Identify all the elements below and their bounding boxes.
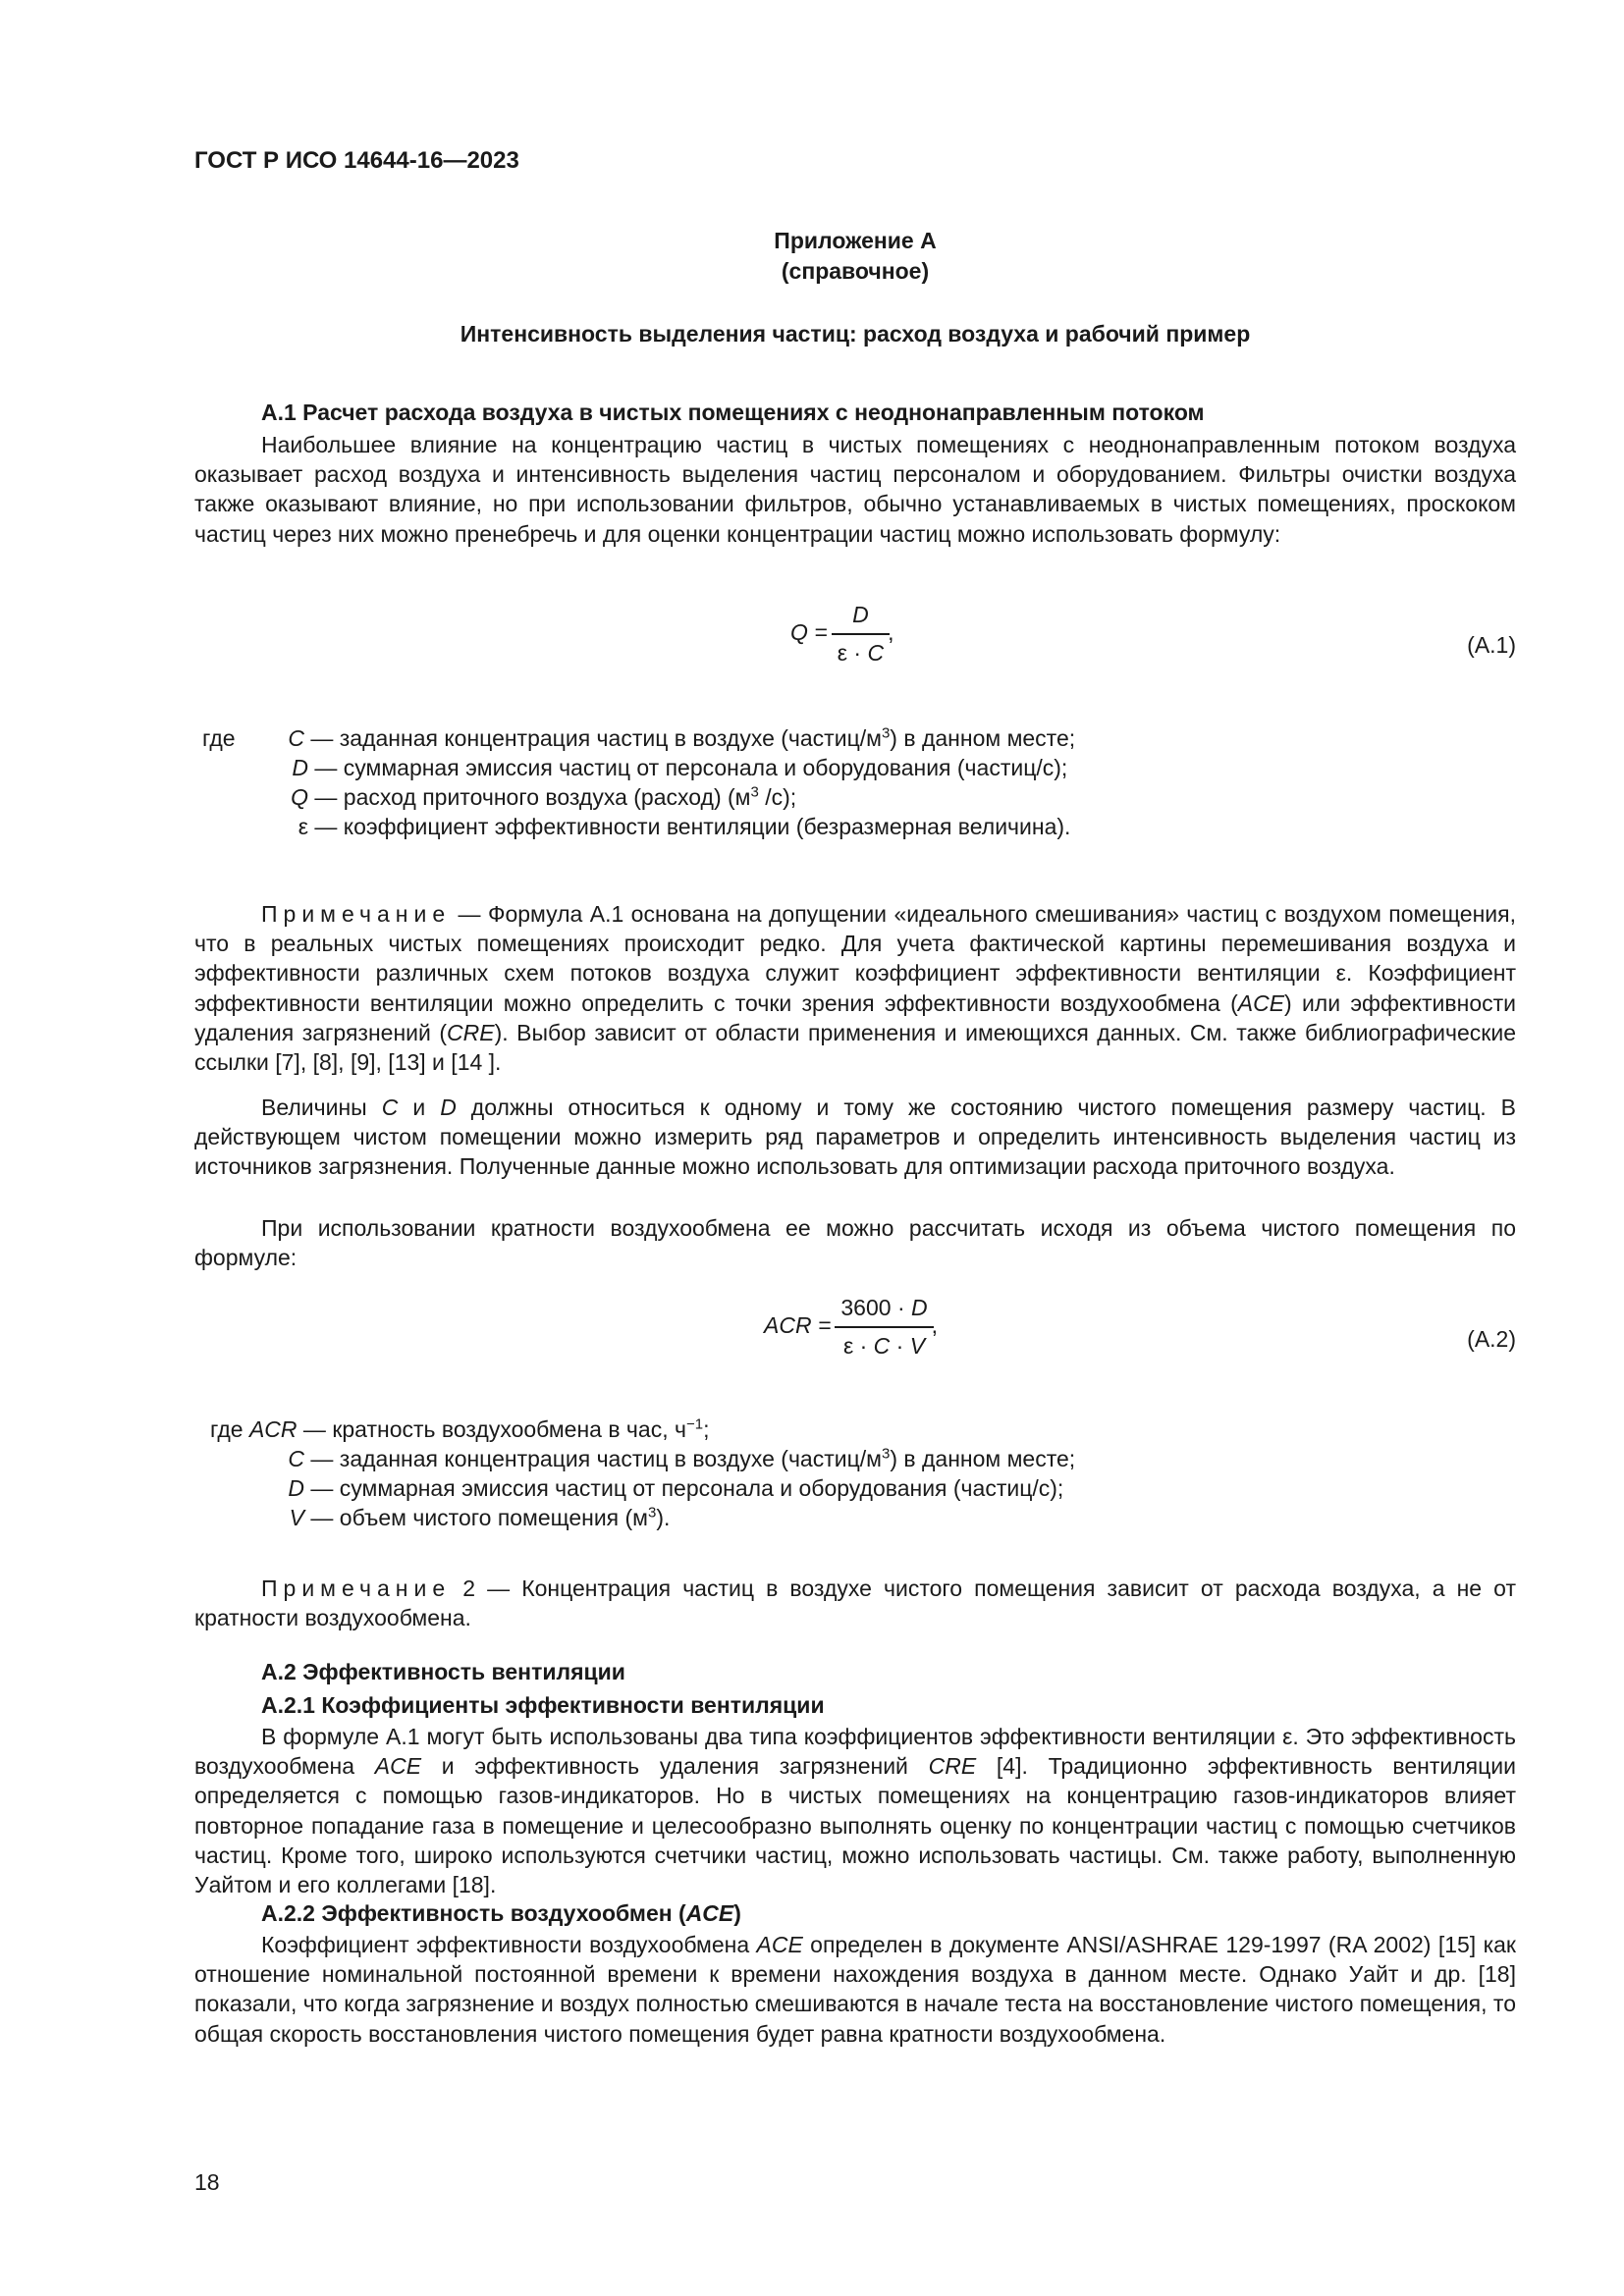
paragraph-acr: При использовании кратности воздухообмена ее можно рассчитать исходя из объема чистого помещения по формуле: [194, 1215, 1516, 1271]
where1-item-epsilon: ε — коэффициент эффективности вентиляции (безразмерная величина). [298, 814, 1071, 839]
note-2: Примечание 2 — Концентрация частиц в воздухе чистого помещения зависит от расхода воздуха, а не от кратности воздухообмена. [194, 1575, 1517, 1631]
where2-item-v: V — объем чистого помещения $(м^3)$. [289, 1504, 671, 1530]
page-number: 18 [194, 2169, 220, 2195]
formula-a2-number: (А.2) [1467, 1326, 1516, 1352]
section-a2-heading: А.2 Эффективность вентиляции [261, 1659, 625, 1684]
formula-a2-fraction: $\frac{3600 \cdot D}{\varepsilon \cdot C \cdot V}$ [835, 1295, 933, 1360]
note-1-label: Примечание [261, 901, 452, 927]
section-a22-paragraph: Коэффициент эффективности воздухообмена ACE определен в документе ANSI/ASHRAE 129-1997 (RA 2002) [15] как отношение номинальной постоянной времени к времени нахождения воздуха в данном месте. Однако Уайт и др. [18] показали, что когда загрязнение и воздух полностью смешиваются в начале теста на восстановление чистого помещения, то общая скорость восстановления чистого помещения будет равна кратности воздухообмена. [194, 1932, 1516, 2047]
where1-item-q: Q — расход приточного воздуха (расход) ($м^3$ /с); [291, 783, 797, 810]
where-list-2 [210, 1415, 1075, 1532]
where1-item-d: D — суммарная эмиссия частиц от персонала и оборудования (частиц/с); [292, 755, 1068, 780]
annex-title: Приложение А [774, 228, 937, 253]
section-a21-paragraph: В формуле А.1 могут быть использованы два типа коэффициентов эффективности вентиляции ε. Это эффективность воздухообмена ACE и эффективность удаления загрязнений CRE [4]. Традиционно эффективность вентиляции определяется с помощью газов-индикаторов. Но в чистых помещениях на концентрацию газов-индикаторов влияет повторное попадание газа в помещение и целесообразно выполнять оценку по концентрации частиц с помощью счетчиков частиц. Кроме того, широко используются счетчики частиц, можно использовать частицы. См. также работу, выполненную Уайтом и его коллегами [18]. [194, 1724, 1516, 1898]
section-a1-paragraph: Наибольшее влияние на концентрацию частиц в чистых помещениях с неоднонаправленным потоком воздуха оказывает расход воздуха и интенсивность выделения частиц персоналом и оборудованием. Фильтры очистки воздуха также оказывают влияние, но при использовании фильтров, обычно устанавливаемых в чистых помещениях, проскоком частиц через них можно пренебречь и для оценки концентрации частиц можно использовать формулу: [194, 432, 1516, 547]
where-list-1 [202, 723, 1075, 841]
paragraph-c-d: Величины C и D должны относиться к одному и тому же состоянию чистого помещения размеру частиц. В действующем чистом помещении можно измерить ряд параметров и определить интенсивность выделения частиц из источников загрязнения. Полученные данные можно использовать для оптимизации расхода приточного воздуха. [194, 1095, 1516, 1180]
standard-designation: ГОСТ Р ИСО 14644-16—2023 [194, 147, 519, 174]
formula-a1-number: (А.1) [1467, 632, 1516, 658]
formula-a2: ACR = $\frac{3600 \cdot D}{\varepsilon \cdot C \cdot V}$ , [764, 1295, 939, 1359]
section-a22-heading: А.2.2 Эффективность воздухообмен (ACE) [261, 1900, 741, 1926]
section-a21-heading: А.2.1 Коэффициенты эффективности вентиляции [261, 1692, 825, 1718]
note-1: Примечание — Формула А.1 основана на допущении «идеального смешивания» частиц с воздухом помещения, что в реальных чистых помещениях происходит редко. Для учета фактической картины перемешивания воздуха и эффективности различных схем потоков воздуха служит коэффициент эффективности вентиляции ε. Коэффициент эффективности вентиляции можно определить с точки зрения эффективности воздухообмена (ACE) или эффективности удаления загрязнений (CRE). Выбор зависит от области применения и имеющихся данных. См. также библиографические ссылки [7], [8], [9], [13] и [14 ]. [194, 901, 1516, 1076]
note-2-label: Примечание [261, 1575, 452, 1601]
where2-item-c: C — заданная концентрация частиц в воздухе $(частиц/м^3)$ в данном месте; [288, 1445, 1076, 1471]
annex-heading: Интенсивность выделения частиц: расход воздуха и рабочий пример [460, 321, 1251, 347]
where1-item-c: где C — заданная концентрация частиц в воздухе $(частиц/м^3)$ в данном месте; [202, 724, 1076, 751]
formula-a1-fraction: $\frac{D}{\varepsilon \cdot C}$ [832, 602, 890, 667]
formula-a1: Q = $\frac{D}{\varepsilon \cdot C}$ , [790, 602, 894, 666]
annex-subtitle: (справочное) [781, 258, 930, 284]
where2-item-d: D — суммарная эмиссия частиц от персонала и оборудования (частиц/с); [288, 1475, 1064, 1501]
where2-item-acr: где ACR — кратность воздухообмена в час, $ч^{-1}$; [210, 1415, 710, 1442]
section-a1-heading: А.1 Расчет расхода воздуха в чистых помещениях с неоднонаправленным потоком [261, 400, 1205, 425]
